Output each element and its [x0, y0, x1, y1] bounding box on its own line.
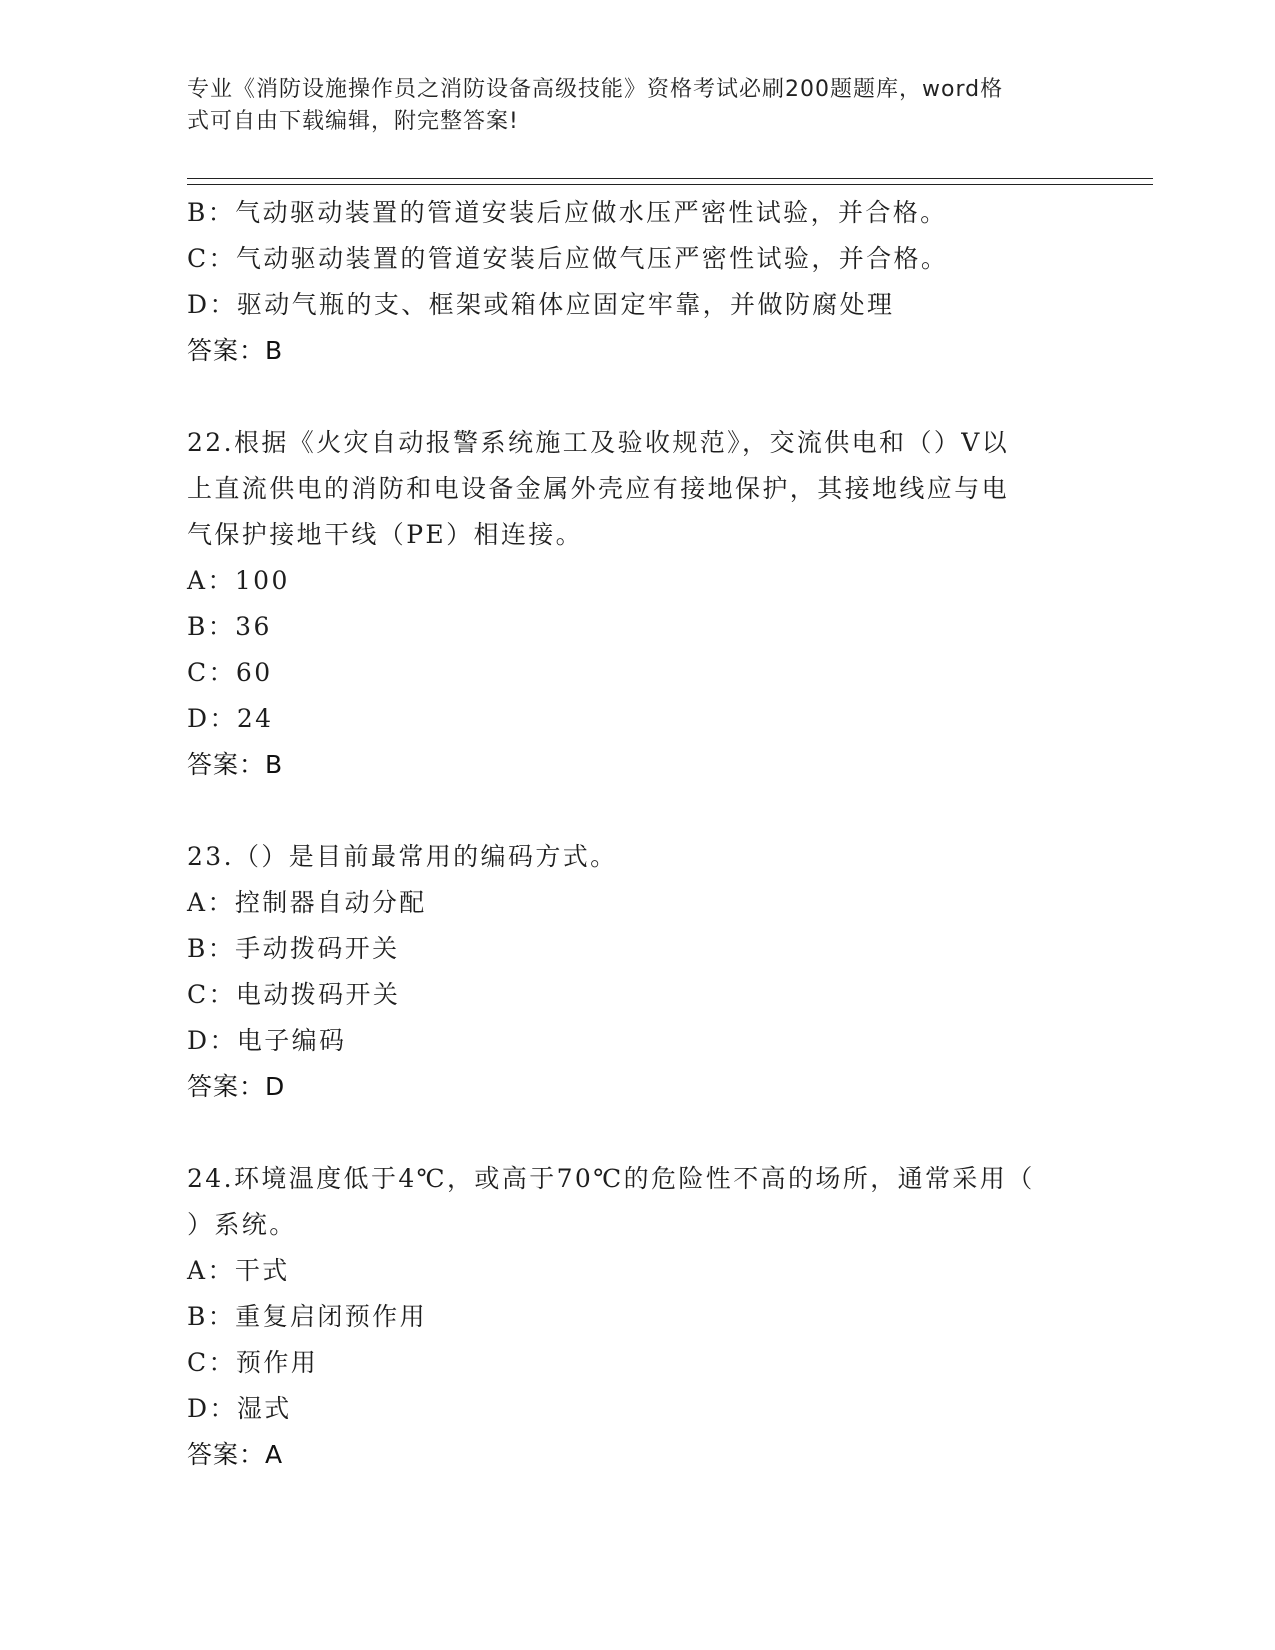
- option-c: C：预作用: [187, 1348, 319, 1377]
- option-d: D：24: [187, 704, 274, 733]
- answer-line: 答案：D: [187, 1072, 286, 1101]
- stem-line: 23.（）是目前最常用的编码方式。: [187, 842, 618, 871]
- stem-line: ）系统。: [187, 1210, 297, 1239]
- option-a: A：干式: [187, 1256, 290, 1285]
- header-rule-bottom: [187, 184, 1153, 185]
- question-21-tail: [187, 190, 1087, 374]
- option-b: B：手动拨码开关: [187, 934, 400, 963]
- spacer: [187, 374, 1087, 420]
- question-23: [187, 834, 1087, 1110]
- question-stem: [187, 834, 1087, 880]
- header-rule-top: [187, 178, 1153, 179]
- question-24: [187, 1156, 1087, 1478]
- option-a: A：控制器自动分配: [187, 888, 427, 917]
- answer-line: 答案：B: [187, 750, 284, 779]
- stem-line: 24.环境温度低于4℃，或高于70℃的危险性不高的场所，通常采用（: [187, 1164, 1035, 1193]
- option-d: D：驱动气瓶的支、框架或箱体应固定牢靠，并做防腐处理: [187, 290, 895, 319]
- option-d: D：电子编码: [187, 1026, 347, 1055]
- question-stem: [187, 420, 1087, 558]
- stem-line: 气保护接地干线（PE）相连接。: [187, 520, 584, 549]
- option-c: C：气动驱动装置的管道安装后应做气压严密性试验，并合格。: [187, 244, 949, 273]
- option-b: B：重复启闭预作用: [187, 1302, 427, 1331]
- answer-line: 答案：A: [187, 1440, 284, 1469]
- question-22: [187, 420, 1087, 788]
- spacer: [187, 1110, 1087, 1156]
- question-list: [187, 190, 1087, 1478]
- answer-line: 答案：B: [187, 336, 284, 365]
- header-line-1: 专业《消防设施操作员之消防设备高级技能》资格考试必刷200题题库，word格: [187, 77, 1004, 102]
- option-b: B：36: [187, 612, 272, 641]
- spacer: [187, 788, 1087, 834]
- option-c: C：60: [187, 658, 273, 687]
- option-b: B：气动驱动装置的管道安装后应做水压严密性试验，并合格。: [187, 198, 948, 227]
- header-line-2: 式可自由下载编辑，附完整答案!: [187, 109, 519, 134]
- option-c: C：电动拨码开关: [187, 980, 401, 1009]
- document-header: [187, 74, 1067, 138]
- stem-line: 22.根据《火灾自动报警系统施工及验收规范》，交流供电和（）V以: [187, 428, 1010, 457]
- option-d: D：湿式: [187, 1394, 292, 1423]
- stem-line: 上直流供电的消防和电设备金属外壳应有接地保护，其接地线应与电: [187, 474, 1010, 503]
- option-a: A：100: [187, 566, 290, 595]
- question-stem: [187, 1156, 1087, 1248]
